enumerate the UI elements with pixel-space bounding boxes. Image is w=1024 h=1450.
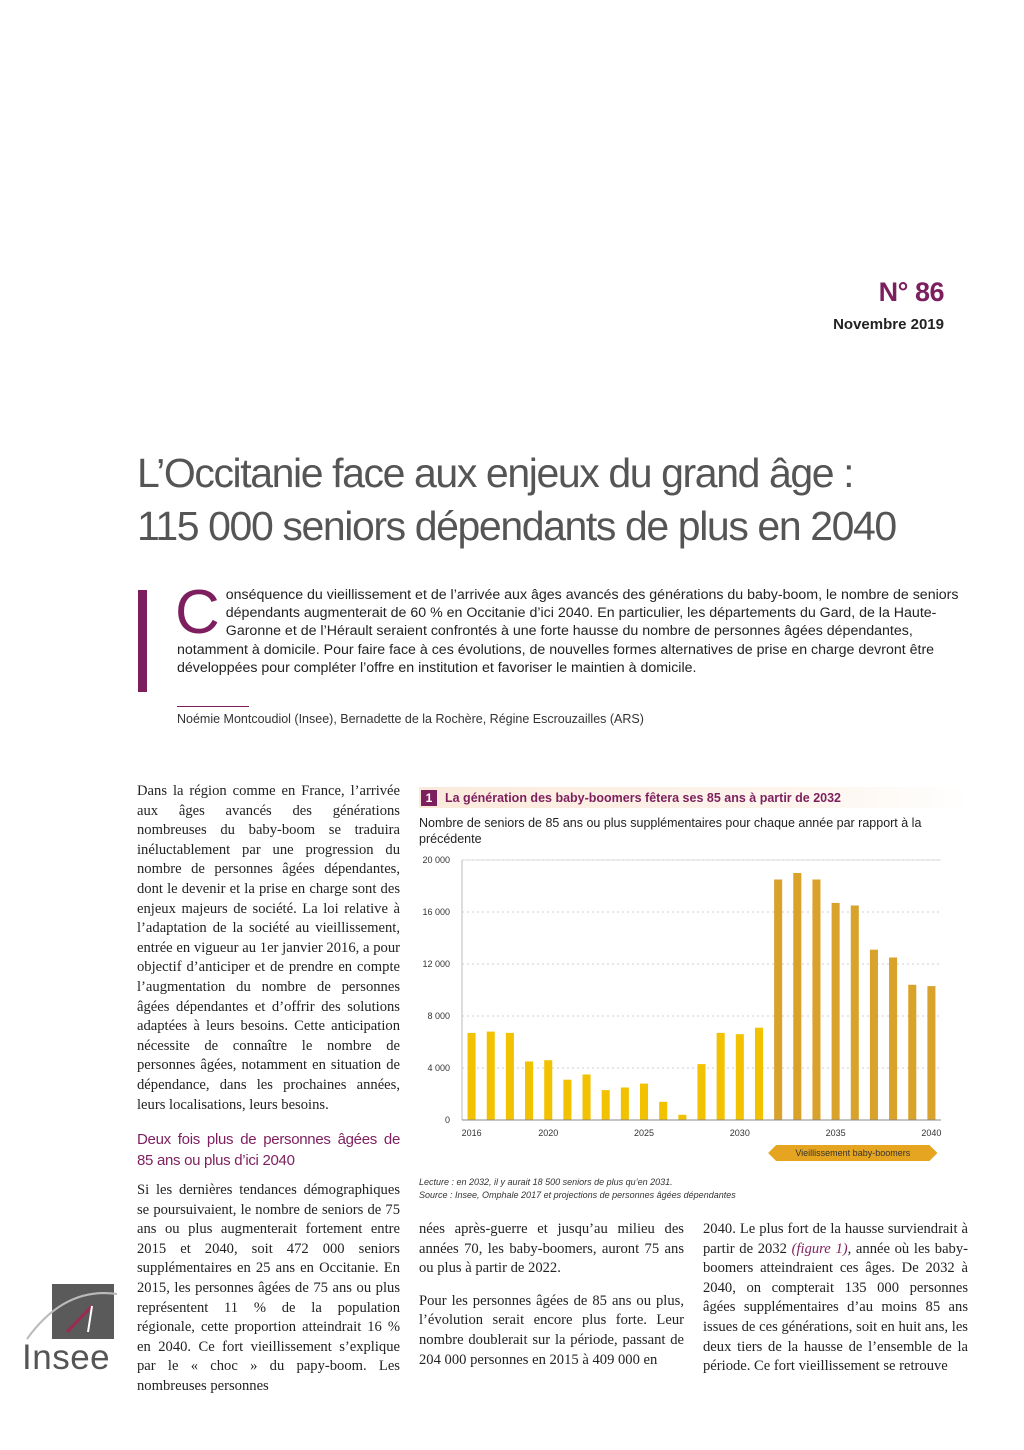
bar-2032 bbox=[774, 880, 782, 1121]
x-tick-label: 2040 bbox=[921, 1128, 942, 1138]
bar-2040 bbox=[927, 986, 935, 1120]
figure-subtitle: Nombre de seniors de 85 ans ou plus supplémentaires pour chaque année par rapport à la précédente bbox=[419, 816, 922, 846]
bar-2017 bbox=[487, 1032, 495, 1120]
body-column-1 bbox=[137, 782, 400, 1397]
y-tick-label: 4 000 bbox=[427, 1063, 450, 1073]
insee-logo-wordmark: Insee bbox=[22, 1338, 111, 1377]
x-tick-label: 2035 bbox=[825, 1128, 846, 1138]
body-column-2 bbox=[419, 1220, 684, 1383]
bar-2031 bbox=[755, 1028, 763, 1120]
x-tick-label: 2020 bbox=[538, 1128, 559, 1138]
y-tick-label: 16 000 bbox=[422, 907, 450, 917]
abstract-accent-bar bbox=[138, 590, 147, 692]
body-paragraph: nées après-guerre et jusqu’au milieu des années 70, les baby-boomers, auront 75 ans ou plus à partir de 2022. bbox=[419, 1221, 684, 1277]
abstract-text: onséquence du vieillissement et de l’arrivée aux âges avancés des générations du baby-boom, le nombre de seniors dépendants augmenterait de 60 % en Occitanie d’ici 2040. En particulier, les départements du Gard, de la Haute-Garonne et de l’Hérault seraient confrontés à une forte hausse du nombre de personnes âgées dépendantes, notamment à domicile. Pour faire face à ces évolutions, de nouvelles formes alternatives de prise en charge devront être développées pour compléter l’offre en institution et favoriser le maintien à domicile. bbox=[177, 587, 959, 676]
bar-2033 bbox=[793, 873, 801, 1120]
body-paragraph: Dans la région comme en France, l’arrivée aux âges avancés des générations nombreuses du baby-boom se traduira inéluctablement par une progression du nombre de personnes âgées dépendantes, dont le devenir et la prise en charge sont des enjeux majeurs de société. La loi relative à l’adaptation de la société au vieillissement, entrée en vigueur au 1er janvier 2016, a pour objectif d’anticiper et de prendre en compte l’augmentation du nombre de personnes âgées dépendantes et d’offrir des solutions adaptées à leurs besoins. Cette anticipation nécessite de connaître le nombre de personnes âgées, notamment en situation de dépendance, dans les prochaines années, leurs localisations, leurs besoins. bbox=[137, 783, 400, 1113]
bar-2018 bbox=[506, 1033, 514, 1120]
body-paragraph: Pour les personnes âgées de 85 ans ou plus, l’évolution serait encore plus forte. Leur nombre doublerait sur la période, passant de 204 000 personnes en 2015 à 409 000 en bbox=[419, 1292, 684, 1368]
issue-date: Novembre 2019 bbox=[833, 316, 944, 333]
body-text: 2040. Le plus fort de la hausse surviendrait à partir de 2032 bbox=[703, 1221, 968, 1257]
x-tick-label: 2025 bbox=[634, 1128, 655, 1138]
authors: Noémie Montcoudiol (Insee), Bernadette de la Rochère, Régine Escrouzailles (ARS) bbox=[177, 712, 644, 726]
page-title bbox=[137, 447, 957, 553]
bar-2025 bbox=[640, 1084, 648, 1120]
x-tick-label: 2016 bbox=[461, 1128, 482, 1138]
bar-2036 bbox=[851, 906, 859, 1121]
bar-2020 bbox=[544, 1060, 552, 1120]
abstract bbox=[175, 578, 969, 677]
bar-2026 bbox=[659, 1102, 667, 1120]
y-tick-label: 12 000 bbox=[422, 959, 450, 969]
bar-2029 bbox=[717, 1033, 725, 1120]
vieillissement-label: Vieillissement baby-boomers bbox=[795, 1148, 911, 1158]
title-line-2: 115 000 seniors dépendants de plus en 2040 bbox=[137, 503, 896, 549]
figure-header bbox=[419, 787, 971, 808]
bar-2035 bbox=[832, 903, 840, 1120]
bar-2021 bbox=[563, 1080, 571, 1120]
figure-1 bbox=[419, 787, 971, 1158]
bar-2039 bbox=[908, 985, 916, 1120]
x-tick-label: 2030 bbox=[729, 1128, 750, 1138]
y-tick-label: 0 bbox=[444, 1115, 450, 1125]
bar-2038 bbox=[889, 958, 897, 1121]
bar-2016 bbox=[468, 1033, 476, 1120]
issue-number: N° 86 bbox=[878, 277, 944, 307]
bar-2022 bbox=[583, 1075, 591, 1121]
figure-title: La génération des baby-boomers fêtera ses 85 ans à partir de 2032 bbox=[445, 790, 841, 805]
body-column-3 bbox=[703, 1220, 968, 1390]
body-paragraph bbox=[703, 1220, 968, 1377]
section-heading: Deux fois plus de personnes âgées de 85 ans ou plus d’ici 2040 bbox=[137, 1131, 400, 1170]
bar-2027 bbox=[678, 1115, 686, 1120]
y-tick-label: 8 000 bbox=[427, 1011, 450, 1021]
body-paragraph: Si les dernières tendances démographiques se poursuivaient, le nombre de seniors de 75 ans ou plus augmenterait fortement entre 2015 et 2040, soit 472 000 seniors supplémentaires en 25 ans en Occitanie. En 2015, les personnes âgées de 75 ans ou plus représentent 11 % de la population régionale, cette proportion atteindrait 16 % en 2040. Ce fort vieillissement s’explique par le « choc » du papy-boom. Les nombreuses personnes bbox=[137, 1182, 400, 1395]
bar-2028 bbox=[697, 1064, 705, 1120]
bar-2019 bbox=[525, 1062, 533, 1121]
body-text: , année où les baby-boomers atteindraient ces âges. De 2032 à 2040, on compterait 135 000 personnes âgées supplémentaires d’au moins 85 ans issues de ces générations, soit en huit ans, les deux tiers de la hausse de l’ensemble de la période. Ce fort vieillissement se retrouve bbox=[703, 1240, 969, 1375]
bar-2023 bbox=[602, 1090, 610, 1120]
y-tick-label: 20 000 bbox=[422, 855, 450, 865]
bar-2024 bbox=[621, 1088, 629, 1121]
issue-block bbox=[833, 277, 944, 333]
figure-source-note: Source : Insee, Omphale 2017 et projections de personnes âgées dépendantes bbox=[419, 1190, 736, 1200]
bar-2034 bbox=[812, 880, 820, 1121]
abstract-dropcap: C bbox=[175, 578, 220, 647]
bar-2030 bbox=[736, 1034, 744, 1120]
title-line-1: L’Occitanie face aux enjeux du grand âge : bbox=[137, 450, 854, 496]
figure-reference-link[interactable]: (figure 1) bbox=[791, 1240, 848, 1257]
figure-reading-note: Lecture : en 2032, il y aurait 18 500 seniors de plus qu’en 2031. bbox=[419, 1177, 673, 1187]
bar-chart bbox=[419, 847, 971, 1167]
bar-2037 bbox=[870, 950, 878, 1120]
figure-notes bbox=[419, 1176, 736, 1202]
figure-number: 1 bbox=[421, 790, 437, 806]
author-divider bbox=[177, 706, 249, 707]
